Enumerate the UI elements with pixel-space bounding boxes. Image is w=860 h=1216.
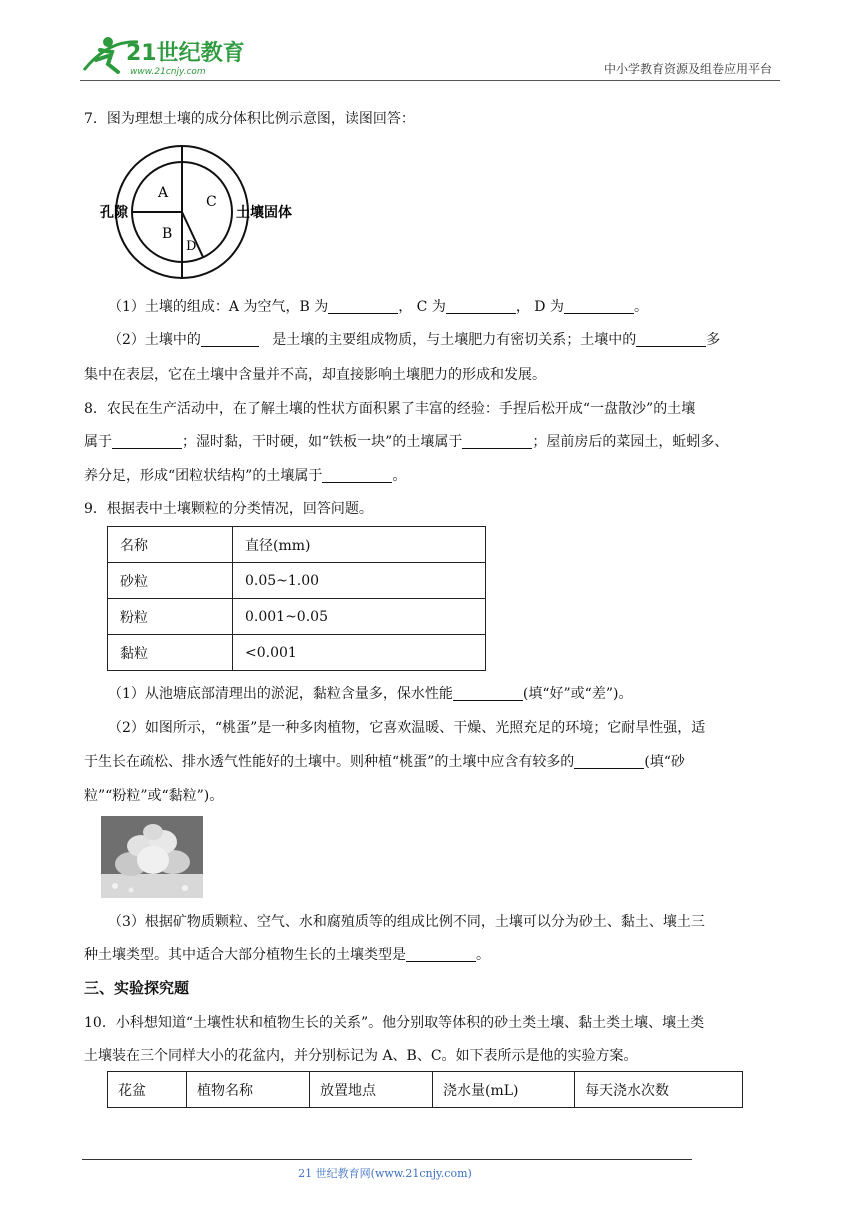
diagram-label-a: A [158, 185, 169, 201]
logo-subtext: www.21cnjy.com [130, 67, 206, 77]
soil-composition-diagram [100, 140, 310, 284]
q9-sub2-line1: （2）如图所示，“桃蛋”是一种多肉植物，它喜欢温暖、干燥、光照充足的环境；它耐旱性强，适 [108, 720, 706, 736]
q8-line2-text-1: 属于 [84, 434, 112, 450]
table-header-row [108, 1072, 743, 1108]
q7-sub2-line2: 集中在表层，它在土壤中含量并不高，却直接影响土壤肥力的形成和发展。 [84, 367, 546, 383]
table-header-cell: 浇水量(mL) [433, 1072, 575, 1108]
table-row [108, 635, 486, 671]
q9-sub3-text-1: 种土壤类型。其中适合大部分植物生长的土壤类型是 [84, 947, 406, 963]
diagram-label-c: C [206, 194, 217, 210]
q7-sub2-text-1: （2）土壤中的 [108, 332, 201, 348]
table-header-cell: 放置地点 [310, 1072, 433, 1108]
q9-sub3-text-2: 。 [476, 947, 490, 963]
q8-line3-text-1: 养分足，形成“团粒状结构”的土壤属于 [84, 468, 323, 484]
q7-sub2-text-2: 是土壤的主要组成物质，与土壤肥力有密切关系；土壤中的 [272, 332, 637, 348]
q8-line2 [84, 431, 728, 453]
q8-line2-text-3: ；屋前房后的菜园土，蚯蚓多、 [532, 434, 729, 450]
logo-text: 21世纪教育 [126, 41, 245, 66]
diagram-label-solid: 土壤固体 [236, 205, 292, 221]
table-cell: 粉粒 [108, 599, 233, 635]
header-platform-text: 中小学教育资源及组卷应用平台 [603, 62, 772, 76]
answer-blank[interactable] [636, 330, 706, 347]
answer-blank[interactable] [112, 432, 182, 449]
q7-sub2-line1 [108, 329, 720, 351]
answer-blank[interactable] [328, 297, 398, 314]
q8-line3 [84, 465, 406, 487]
q10-line2: 土壤装在三个同样大小的花盆内，并分别标记为 A、B、C。如下表所示是他的实验方案。 [84, 1048, 638, 1064]
q7-sub2-text-3: 多 [706, 332, 721, 348]
table-cell: <0.001 [233, 635, 486, 671]
diagram-label-pores: 孔隙 [100, 205, 128, 221]
q9-sub3-line2 [84, 944, 490, 966]
table-header-cell: 花盆 [108, 1072, 187, 1108]
table-header-row [108, 527, 486, 563]
section-title: 三、实验探究题 [84, 979, 190, 997]
diagram-label-d: D [186, 239, 197, 254]
answer-blank[interactable] [322, 466, 392, 483]
q7-sub1-text-2: ， C 为 [398, 299, 446, 315]
footer-divider [82, 1159, 692, 1160]
table-header-cell: 植物名称 [187, 1072, 310, 1108]
q8-line3-text-2: 。 [392, 468, 407, 484]
answer-blank[interactable] [564, 297, 634, 314]
table-cell: 砂粒 [108, 563, 233, 599]
site-logo [78, 30, 248, 78]
table-header-cell: 直径(mm) [233, 527, 486, 563]
q9-stem: 9．根据表中土壤颗粒的分类情况，回答问题。 [84, 501, 373, 517]
q7-sub1-text-1: （1）土壤的组成：A 为空气，B 为 [108, 299, 329, 315]
answer-blank[interactable] [446, 297, 516, 314]
header-divider [80, 80, 780, 81]
table-cell: 0.05~1.00 [233, 563, 486, 599]
q7-sub1-text-3: ， D 为 [515, 299, 564, 315]
q9-sub2-text-2: (填“砂 [644, 754, 685, 770]
q7-sub1-text-4: 。 [633, 299, 648, 315]
answer-blank[interactable] [406, 945, 476, 962]
table-header-cell: 每天浇水次数 [575, 1072, 743, 1108]
answer-blank[interactable] [462, 432, 532, 449]
q7-sub1 [108, 296, 648, 318]
q9-sub3-line1: （3）根据矿物质颗粒、空气、水和腐殖质等的组成比例不同，土壤可以分为砂土、黏土、壤土三 [108, 914, 705, 930]
diagram-label-b: B [162, 226, 173, 242]
table-header-cell: 名称 [108, 527, 233, 563]
q9-sub2-text-1: 于生长在疏松、排水透气性能好的土壤中。则种植“桃蛋”的土壤中应含有较多的 [84, 754, 575, 770]
experiment-table [107, 1071, 743, 1108]
answer-blank[interactable] [201, 330, 259, 347]
q9-sub1 [108, 683, 632, 705]
table-row [108, 599, 486, 635]
table-cell: 0.001~0.05 [233, 599, 486, 635]
q9-sub1-text-2: (填“好”或“差”)。 [522, 686, 633, 702]
q10-line1: 10．小科想知道“土壤性状和植物生长的关系”。他分别取等体积的砂土类土壤、黏土类土壤、壤土类 [84, 1015, 705, 1031]
q8-line1: 8．农民在生产活动中，在了解土壤的性状方面积累了丰富的经验：手捏后松开成“一盘散沙”的土壤 [84, 401, 696, 417]
table-row [108, 563, 486, 599]
q9-sub2-line2 [84, 751, 685, 773]
footer-link[interactable]: 21 世纪教育网(www.21cnjy.com) [298, 1167, 472, 1180]
succulent-plant-photo [101, 816, 203, 898]
q8-line2-text-2: ；湿时黏，干时硬，如“铁板一块”的土壤属于 [182, 434, 463, 450]
soil-particle-table [107, 526, 486, 671]
answer-blank[interactable] [453, 684, 523, 701]
answer-blank[interactable] [574, 752, 644, 769]
q7-stem: 7．图为理想土壤的成分体积比例示意图，读图回答： [84, 111, 415, 127]
q9-sub1-text-1: （1）从池塘底部清理出的淤泥，黏粒含量多，保水性能 [108, 686, 453, 702]
q9-sub2-line3: 粒”“粉粒”或“黏粒”)。 [84, 788, 224, 804]
table-cell: 黏粒 [108, 635, 233, 671]
